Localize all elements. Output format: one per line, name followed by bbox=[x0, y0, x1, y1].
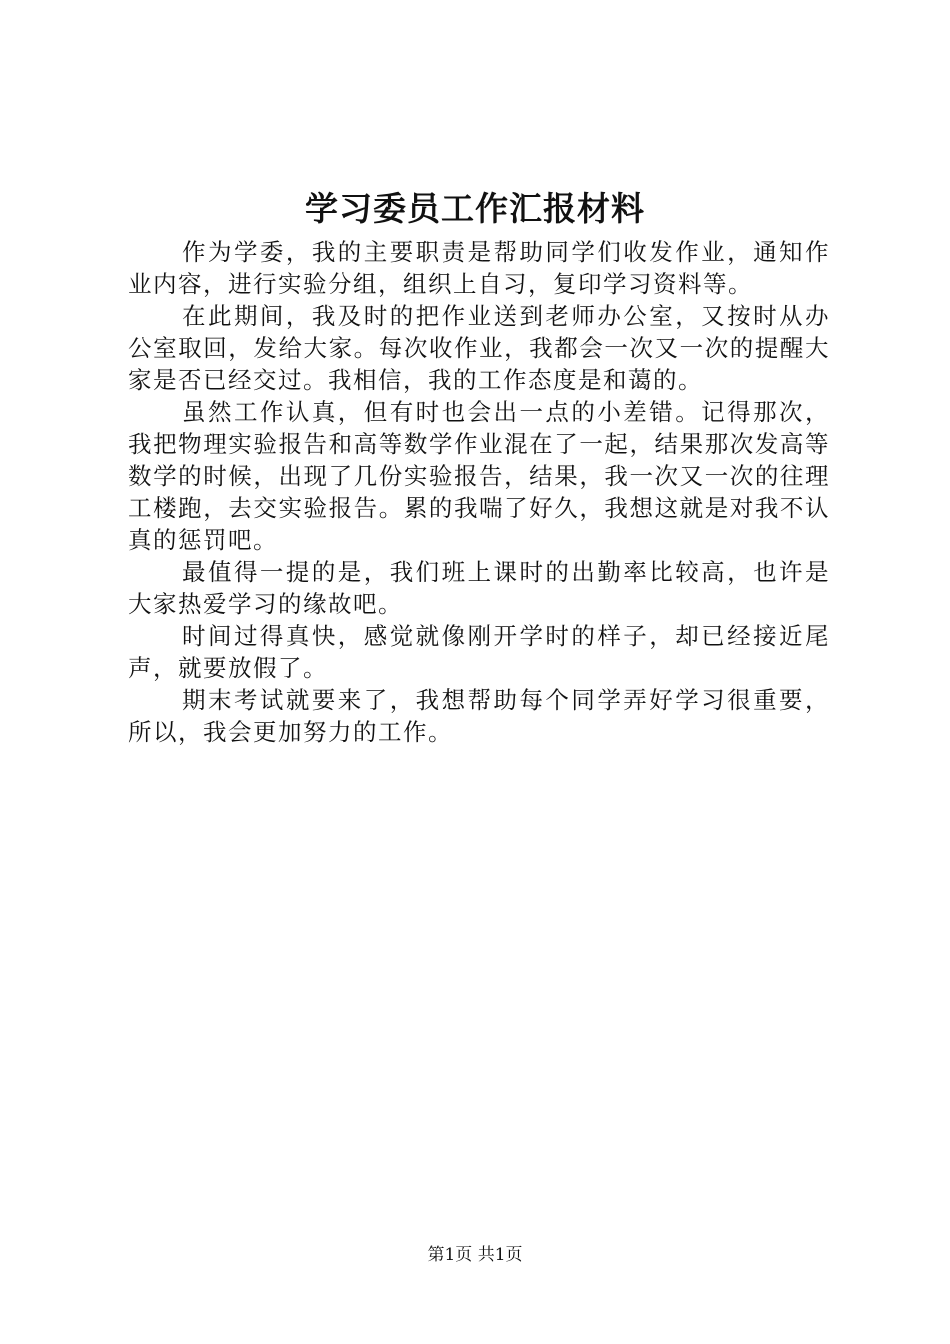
paragraph-2: 在此期间，我及时的把作业送到老师办公室，又按时从办公室取回，发给大家。每次收作业，我都会一次又一次的提醒大家是否已经交过。我相信，我的工作态度是和蔼的。 bbox=[128, 302, 830, 394]
page-footer: 第1页 共1页 bbox=[427, 1245, 523, 1265]
paragraph-4: 最值得一提的是，我们班上课时的出勤率比较高，也许是大家热爱学习的缘故吧。 bbox=[128, 558, 830, 618]
paragraph-5: 时间过得真快，感觉就像刚开学时的样子，却已经接近尾声，就要放假了。 bbox=[128, 622, 830, 682]
document-title: 学习委员工作汇报材料 bbox=[305, 189, 645, 228]
document-body bbox=[128, 236, 830, 748]
paragraph-3: 虽然工作认真，但有时也会出一点的小差错。记得那次，我把物理实验报告和高等数学作业混在了一起，结果那次发高等数学的时候，出现了几份实验报告，结果，我一次又一次的往理工楼跑，去交实验报告。累的我喘了好久，我想这就是对我不认真的惩罚吧。 bbox=[128, 398, 830, 554]
paragraph-1: 作为学委，我的主要职责是帮助同学们收发作业，通知作业内容，进行实验分组，组织上自习，复印学习资料等。 bbox=[128, 238, 830, 298]
paragraph-6: 期末考试就要来了，我想帮助每个同学弄好学习很重要，所以，我会更加努力的工作。 bbox=[128, 686, 830, 746]
